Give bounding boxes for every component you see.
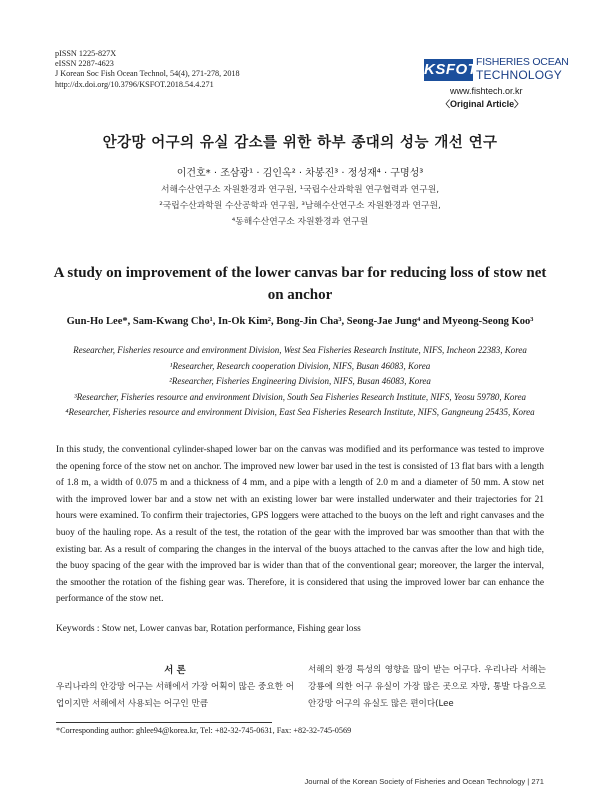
logo-text-line2: TECHNOLOGY — [476, 68, 563, 82]
korean-affiliation-line: 서해수산연구소 자원환경과 연구원, ¹국립수산과학원 연구협력과 연구원, — [160, 185, 440, 195]
body-column-left — [56, 662, 294, 713]
logo-mark: KSFOT — [424, 59, 473, 81]
journal-reference: J Korean Soc Fish Ocean Technol, 54(4), 271-278, 2018 — [55, 69, 240, 79]
intro-paragraph-continued: 서해의 환경 특성의 영향을 많이 받는 어구다. 우리나라 서해는 강룡에 의한 어구 유실이 가장 많은 곳으로 자망, 통발 다음으로 안강망 어구의 유실도 많은 편이다(Lee — [308, 665, 546, 709]
korean-title: 안강망 어구의 유실 감소를 위한 하부 종대의 성능 개선 연구 — [102, 135, 498, 151]
section-heading: 서 론 — [164, 665, 186, 676]
english-affiliations — [0, 343, 600, 421]
english-affiliation-line: ⁴Researcher, Fisheries resource and environment Division, East Sea Fisheries Research Institute, NIFS, Gangneung 25435, Korea — [65, 407, 535, 418]
article-type: 〈Original Article〉 — [441, 99, 524, 109]
journal-metadata — [55, 49, 240, 90]
english-affiliation-line: ²Researcher, Fisheries Engineering Division, NIFS, Busan 46083, Korea — [169, 376, 431, 387]
pissn: pISSN 1225-827X — [55, 49, 117, 58]
english-authors: Gun-Ho Lee*, Sam-Kwang Cho¹, In-Ok Kim², Bong-Jin Cha³, Seong-Jae Jung⁴ and Myeong-Seong Koo³ — [66, 316, 534, 327]
english-affiliation-line: ¹Researcher, Research cooperation Division, NIFS, Busan 46083, Korea — [169, 360, 431, 371]
intro-paragraph: 우리나라의 안강망 어구는 서해에서 가장 어획이 많은 중요한 어업이지만 서해에서 사용되는 어구인 만큼 — [56, 682, 294, 709]
journal-logo — [424, 51, 569, 85]
corresponding-author-footnote: *Corresponding author: ghlee94@korea.kr, Tel: +82-32-745-0631, Fax: +82-32-745-0569 — [56, 726, 352, 735]
english-affiliation-line: ³Researcher, Fisheries resource and environment Division, South Sea Fisheries Research Institute, NIFS, Yeosu 59780, Korea — [73, 391, 527, 402]
body-column-right — [308, 662, 546, 713]
footnote-divider — [56, 722, 272, 723]
english-affiliation-line: Researcher, Fisheries resource and environment Division, West Sea Fisheries Research Institute, NIFS, Incheon 22383, Korea — [73, 345, 527, 355]
korean-authors: 이건호* · 조삼광¹ · 김인옥² · 차봉진³ · 정성재⁴ · 구명성³ — [176, 168, 424, 179]
doi-link[interactable]: http://dx.doi.org/10.3796/KSFOT.2018.54.4.271 — [55, 79, 214, 89]
logo-text-line1: FISHERIES OCEAN — [476, 56, 569, 68]
abstract: In this study, the conventional cylinder-shaped lower bar on the canvas was modified and its performance was tested to improve the opening force of the stow net on anchor. The improved new lower bar used in the test is consisted of 13 flat bars with a length of 1.8 m, a width of 0.075 m and a thickness of 4 mm, and a pipe with a length of 2.0 m and a diameter of 50 mm. A stow net with the improved lower bar and a stow net with an existing lower bar were installed underwater and their trajectories for 21 hours were examined. To confirm their trajectories, GPS loggers were attached to the buoys on the left and right canvases and the buoy of the hauling rope. As a result of the test, the rotation of the gear with the improved bar was smoother than that with the existing bar. As a result of comparing the changes in the interval of the buoys attached to the canvas after the low and high tide, the buoy spacing of the gear with the improved bar is wider than that of the conventional gear; moreover, the larger the interval, the smoother the rotation of the fishing gear was. Therefore, it is considered that using the improved lower bar can enhance the performance of the stow net. — [56, 445, 544, 605]
korean-affiliation-line: ⁴동해수산연구소 자원환경과 연구원 — [231, 217, 369, 227]
keywords: Keywords : Stow net, Lower canvas bar, Rotation performance, Fishing gear loss — [56, 624, 361, 634]
page-footer: Journal of the Korean Society of Fisheries and Ocean Technology | 271 — [304, 777, 544, 786]
eissn: eISSN 2287-4623 — [55, 59, 114, 69]
journal-url[interactable]: www.fishtech.or.kr — [450, 86, 523, 96]
korean-affiliations — [0, 182, 600, 230]
korean-affiliation-line: ²국립수산과학원 수산공학과 연구원, ³남해수산연구소 자원환경과 연구원, — [159, 201, 441, 211]
english-title: A study on improvement of the lower canvas bar for reducing loss of stow net on anchor — [53, 265, 547, 303]
